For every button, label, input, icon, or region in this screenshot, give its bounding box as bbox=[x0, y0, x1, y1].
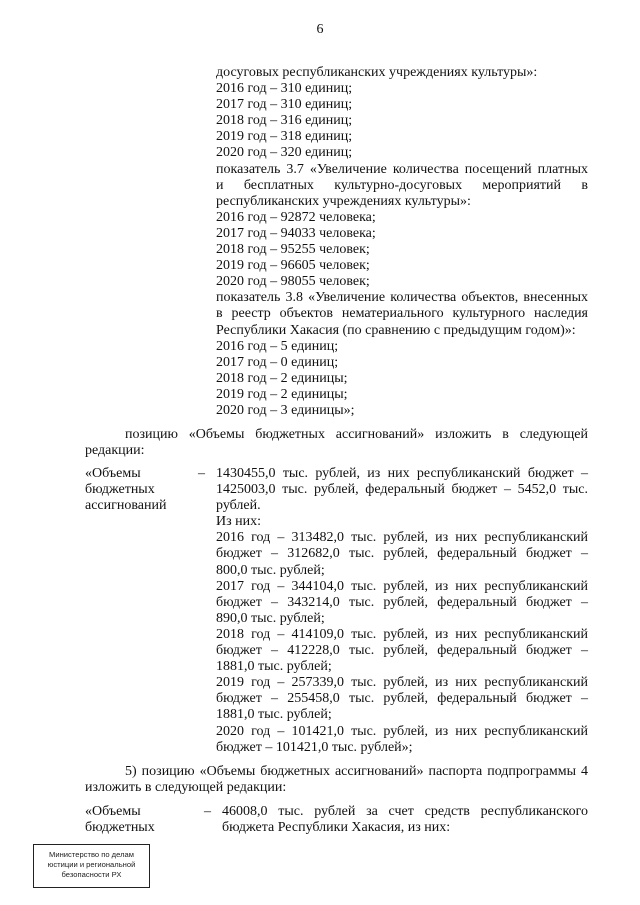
ministry-stamp bbox=[33, 844, 150, 888]
text-line: 1881,0 тыс. рублей; bbox=[216, 659, 332, 675]
text-line: 2020 год – 3 единицы»; bbox=[216, 402, 355, 418]
text-line: 2016 год – 5 единиц; bbox=[216, 338, 339, 354]
dash-separator: – bbox=[204, 804, 211, 819]
indicators-block bbox=[216, 65, 588, 419]
text-line: 800,0 тыс. рублей; bbox=[216, 562, 325, 578]
text-line: показатель 3.8 «Увеличение количества объектов, внесенных bbox=[216, 290, 588, 306]
text-line: 2018 год – 2 единицы; bbox=[216, 370, 348, 386]
page-number: 6 bbox=[316, 22, 324, 37]
subprogram-budget-block bbox=[222, 804, 588, 836]
text-line: Республики Хакасия (по сравнению с предыдущим годом)»: bbox=[216, 322, 576, 338]
text-line: и бесплатных культурно-досуговых мероприятий в bbox=[216, 177, 588, 193]
text-line: 2016 год – 310 единиц; bbox=[216, 81, 353, 97]
text-line: республиканских учреждениях культуры»: bbox=[216, 193, 471, 209]
text-line: бюджет – 343214,0 тыс. рублей, федеральный бюджет – bbox=[216, 594, 588, 610]
text-line: 1430455,0 тыс. рублей, из них республиканский бюджет – bbox=[216, 466, 588, 481]
budget-figures-block bbox=[216, 466, 588, 756]
text-line: 2016 год – 92872 человека; bbox=[216, 209, 376, 225]
text-line: 2017 год – 310 единиц; bbox=[216, 97, 353, 113]
text-line: 2017 год – 344104,0 тыс. рублей, из них республиканский bbox=[216, 578, 588, 594]
text-line: 890,0 тыс. рублей; bbox=[216, 610, 325, 626]
text-line: 2018 год – 316 единиц; bbox=[216, 113, 353, 129]
text-line: 1881,0 тыс. рублей; bbox=[216, 707, 332, 723]
stamp-line: юстиции и региональной bbox=[47, 860, 136, 869]
text-line: 2018 год – 95255 человек; bbox=[216, 242, 370, 258]
text-line: бюджет – 255458,0 тыс. рублей, федеральный бюджет – bbox=[216, 691, 588, 707]
budget-label bbox=[85, 466, 195, 514]
stamp-line: Министерство по делам bbox=[49, 850, 134, 859]
text-line: бюджет – 412228,0 тыс. рублей, федеральный бюджет – bbox=[216, 643, 588, 659]
text-line: «Объемы bbox=[85, 804, 141, 819]
text-line: 1425003,0 тыс. рублей, федеральный бюджет – 5452,0 тыс. bbox=[216, 482, 588, 498]
text-line: изложить в следующей редакции: bbox=[85, 780, 287, 796]
text-line: досуговых республиканских учреждениях культуры»: bbox=[216, 65, 538, 80]
text-line: Из них: bbox=[216, 514, 262, 530]
paragraph-budget-position bbox=[85, 427, 588, 459]
text-line: редакции: bbox=[85, 443, 145, 459]
text-line: бюджет – 101421,0 тыс. рублей»; bbox=[216, 739, 413, 755]
text-line: ассигнований bbox=[85, 498, 167, 514]
text-line: 2020 год – 98055 человек; bbox=[216, 274, 370, 290]
text-line: бюджета Республики Хакасия, из них: bbox=[222, 820, 451, 836]
text-line: бюджетных bbox=[85, 820, 155, 836]
text-line: «Объемы bbox=[85, 466, 141, 481]
text-line: в реестр объектов нематериального культурного наследия bbox=[216, 306, 588, 322]
paragraph-item-5 bbox=[85, 764, 588, 796]
text-line: 46008,0 тыс. рублей за счет средств республиканского bbox=[222, 804, 588, 819]
text-line: 5) позицию «Объемы бюджетных ассигнований» паспорта подпрограммы 4 bbox=[125, 764, 588, 779]
text-line: 2017 год – 94033 человека; bbox=[216, 225, 376, 241]
text-line: 2020 год – 101421,0 тыс. рублей, из них республиканский bbox=[216, 723, 588, 739]
text-line: показатель 3.7 «Увеличение количества посещений платных bbox=[216, 161, 588, 177]
text-line: 2019 год – 2 единицы; bbox=[216, 386, 348, 402]
text-line: 2019 год – 96605 человек; bbox=[216, 258, 370, 274]
text-line: 2016 год – 313482,0 тыс. рублей, из них республиканский bbox=[216, 530, 588, 546]
text-line: позицию «Объемы бюджетных ассигнований» изложить в следующей bbox=[125, 427, 588, 442]
stamp-line: безопасности РХ bbox=[61, 870, 122, 879]
text-line: 2019 год – 257339,0 тыс. рублей, из них республиканский bbox=[216, 675, 588, 691]
text-line: бюджет – 312682,0 тыс. рублей, федеральный бюджет – bbox=[216, 546, 588, 562]
text-line: 2018 год – 414109,0 тыс. рублей, из них республиканский bbox=[216, 626, 588, 642]
text-line: 2019 год – 318 единиц; bbox=[216, 129, 353, 145]
dash-separator: – bbox=[198, 466, 205, 481]
text-line: рублей. bbox=[216, 498, 261, 514]
text-line: бюджетных bbox=[85, 482, 155, 498]
text-line: 2017 год – 0 единиц; bbox=[216, 354, 339, 370]
budget-label-2 bbox=[85, 804, 195, 836]
text-line: 2020 год – 320 единиц; bbox=[216, 145, 353, 161]
